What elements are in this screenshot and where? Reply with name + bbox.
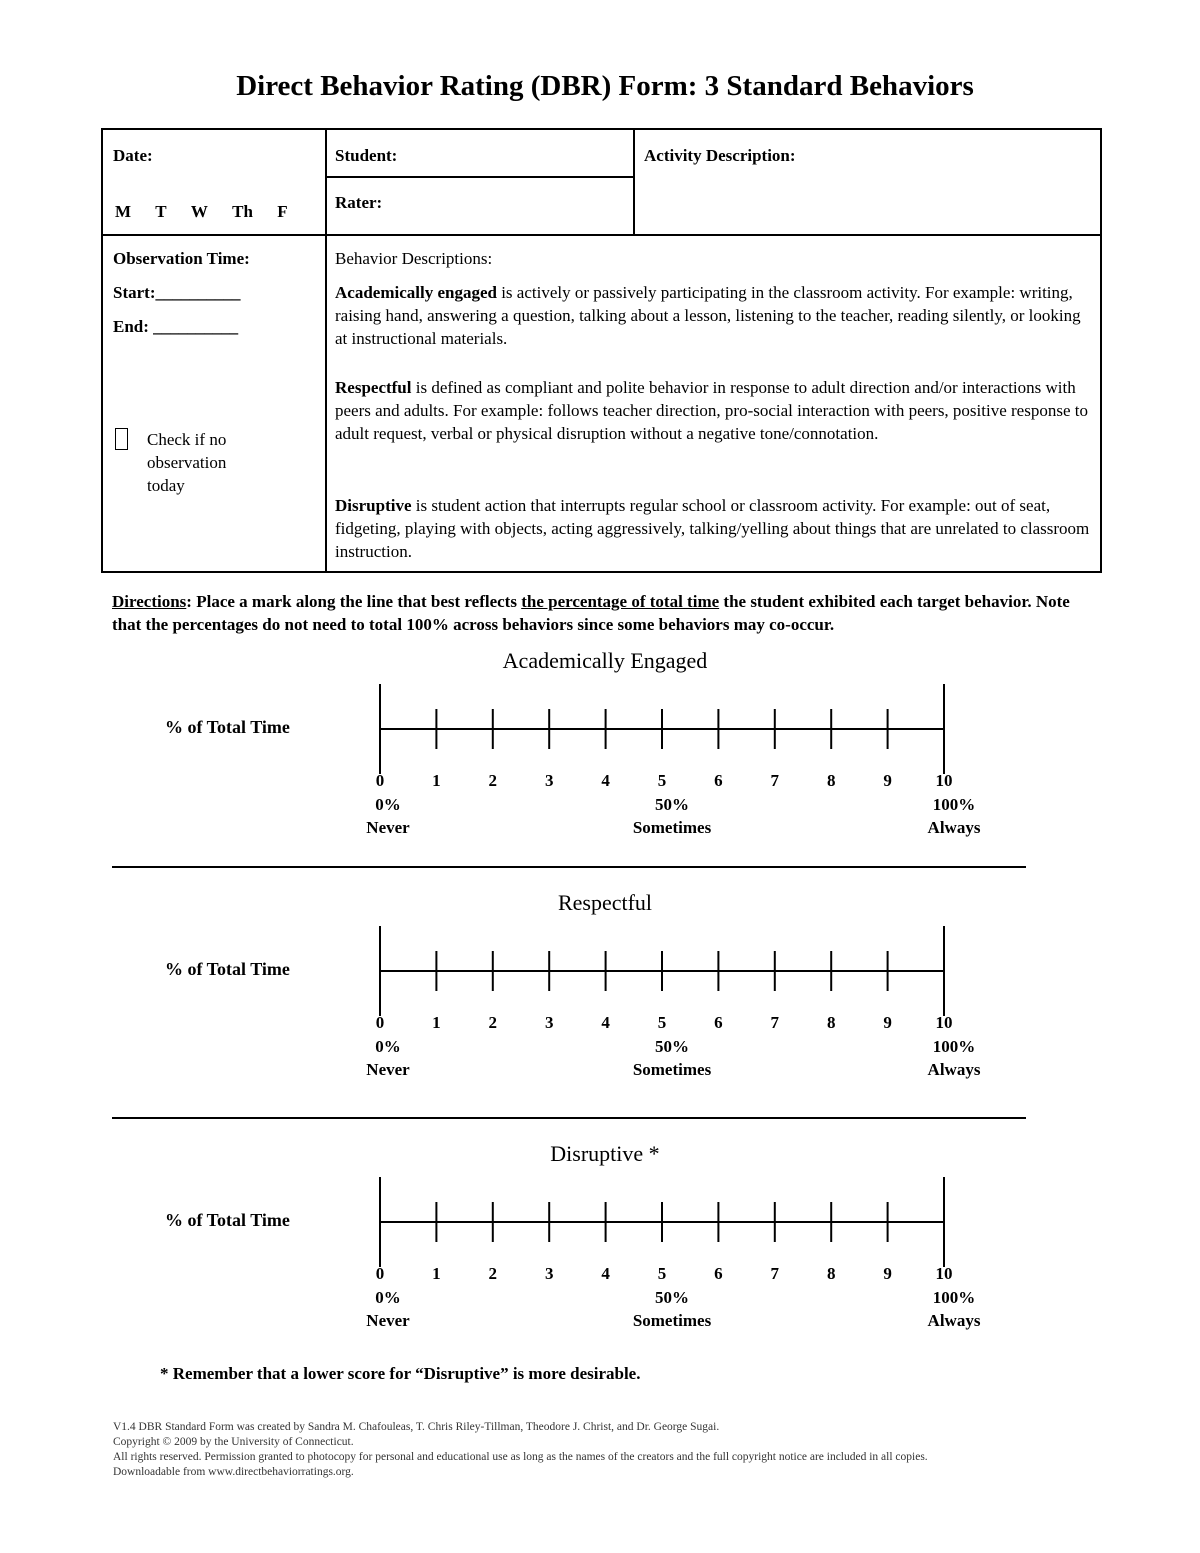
description-text: is defined as compliant and polite behavior in response to adult direction and/or interactions with peers and adults. For example: follows teacher direction, pro-social interaction with peers, positive response to adult request, verbal or physical disruption without a negative tone/connotation. [335, 378, 1088, 443]
anchor-word: Sometimes [632, 1311, 712, 1330]
description-disruptive [335, 494, 1093, 563]
tick-label: 2 [488, 771, 498, 790]
tick-label: 4 [601, 1264, 610, 1283]
scale-anchor [633, 793, 711, 839]
tick-label: 0 [375, 1013, 385, 1032]
tick-label: 7 [770, 771, 780, 790]
tick-label: 10 [935, 1264, 953, 1283]
day-option[interactable]: W [190, 202, 208, 221]
footer-line: Downloadable from www.directbehaviorratings.org. [113, 1466, 354, 1478]
tick-label: 1 [432, 1264, 441, 1283]
directions-text: the student exhibited each target behavior. Note that the percentages do not need to total 100% across behaviors since some behaviors may co-occur. [112, 592, 1070, 634]
info-table [101, 128, 1102, 573]
tick-label: 6 [714, 1264, 723, 1283]
directions-emphasis: the percentage of total time [521, 592, 720, 611]
rating-line[interactable] [0, 1177, 1200, 1277]
tick-label: 3 [544, 1013, 554, 1032]
day-option[interactable]: T [155, 202, 167, 221]
description-term: Disruptive [335, 496, 412, 515]
scale-title: Disruptive * [550, 1141, 660, 1166]
section-divider [112, 866, 1026, 868]
day-selector [115, 200, 308, 223]
start-field[interactable]: Start:__________ [113, 283, 241, 302]
tick-label: 4 [601, 1013, 610, 1032]
description-text: is student action that interrupts regular school or classroom activity. For example: out of seat, fidgeting, playing with objects, acting aggressively, talking/yelling about things that are unrelated to classroom instruction. [335, 496, 1090, 561]
description-term: Respectful [335, 378, 412, 397]
no-observation-label: Check if no observation today [147, 430, 227, 495]
observation-time-label: Observation Time: [113, 249, 250, 268]
anchor-word: Sometimes [632, 1060, 712, 1079]
anchor-percent: 50% [655, 795, 689, 814]
end-field[interactable]: End: __________ [113, 317, 239, 336]
tick-label: 4 [601, 771, 610, 790]
anchor-word: Sometimes [632, 818, 712, 837]
activity-field[interactable]: Activity Description: [644, 146, 796, 165]
anchor-percent: 50% [655, 1288, 689, 1307]
description-respectful [335, 376, 1093, 445]
tick-label: 3 [544, 771, 554, 790]
section-divider [112, 1117, 1026, 1119]
day-option[interactable]: F [277, 202, 288, 221]
anchor-word: Always [927, 818, 981, 837]
anchor-word: Never [366, 818, 410, 837]
tick-label: 6 [714, 1013, 723, 1032]
tick-label: 8 [826, 1013, 836, 1032]
student-field[interactable]: Student: [335, 146, 398, 165]
tick-label: 1 [432, 771, 441, 790]
tick-label: 0 [375, 1264, 385, 1283]
tick-label: 10 [935, 771, 953, 790]
scale-anchor [928, 793, 981, 839]
tick-label: 9 [883, 1013, 892, 1032]
tick-label: 8 [826, 771, 836, 790]
tick-label: 9 [883, 1264, 892, 1283]
day-option[interactable]: M [115, 202, 132, 221]
footer-line: Copyright © 2009 by the University of Connecticut. [113, 1436, 354, 1448]
no-observation-checkbox[interactable] [115, 428, 128, 450]
tick-label: 2 [488, 1013, 498, 1032]
anchor-percent: 100% [932, 1037, 976, 1056]
tick-label: 6 [714, 771, 723, 790]
page-title: Direct Behavior Rating (DBR) Form: 3 Standard Behaviors [236, 70, 974, 102]
scale-anchor [366, 1035, 409, 1081]
table-divider [103, 234, 1100, 236]
tick-label: 1 [432, 1013, 441, 1032]
anchor-percent: 0% [375, 1037, 401, 1056]
behavior-descriptions-label: Behavior Descriptions: [335, 249, 493, 268]
tick-label: 5 [657, 1264, 667, 1283]
anchor-percent: 100% [932, 1288, 976, 1307]
scale-title: Respectful [557, 890, 653, 915]
tick-label: 5 [657, 1013, 667, 1032]
description-term: Academically engaged [335, 283, 497, 302]
date-field[interactable]: Date: [113, 146, 153, 165]
anchor-percent: 0% [375, 1288, 401, 1307]
description-academic [335, 281, 1093, 350]
tick-label: 7 [770, 1264, 780, 1283]
rater-field[interactable]: Rater: [335, 193, 383, 212]
tick-label: 8 [826, 1264, 836, 1283]
rating-line[interactable] [0, 926, 1200, 1026]
anchor-percent: 100% [932, 795, 976, 814]
scale-title: Academically Engaged [502, 648, 708, 673]
scale-anchor [366, 1286, 409, 1332]
scale-anchor [928, 1286, 981, 1332]
footer-line: All rights reserved. Permission granted to photocopy for personal and educational use as long as the names of the creators and the full copyright notice are included in all copies. [113, 1451, 928, 1463]
directions [112, 590, 1092, 636]
directions-text: : Place a mark along the line that best reflects [186, 592, 522, 611]
footer [113, 1420, 928, 1480]
description-text: is actively or passively participating in the classroom activity. For example: writing, raising hand, answering a question, talking about a lesson, listening to the teacher, reading silently, or looking at instructional materials. [335, 283, 1081, 348]
tick-label: 7 [770, 1013, 780, 1032]
disruptive-note: * Remember that a lower score for “Disruptive” is more desirable. [160, 1364, 641, 1383]
tick-label: 2 [488, 1264, 498, 1283]
table-divider [325, 176, 633, 178]
tick-label: 9 [883, 771, 892, 790]
table-divider [325, 130, 327, 571]
anchor-percent: 0% [375, 795, 401, 814]
directions-label: Directions [112, 592, 187, 611]
anchor-percent: 50% [655, 1037, 689, 1056]
anchor-word: Always [927, 1311, 981, 1330]
pct-total-time-label: % of Total Time [165, 1210, 290, 1230]
tick-label: 5 [657, 771, 667, 790]
pct-total-time-label: % of Total Time [165, 717, 290, 737]
scale-anchor [633, 1286, 711, 1332]
pct-total-time-label: % of Total Time [165, 959, 290, 979]
rating-line[interactable] [0, 684, 1200, 784]
table-divider [633, 130, 635, 234]
tick-label: 0 [375, 771, 385, 790]
scale-anchor [366, 793, 409, 839]
tick-label: 3 [544, 1264, 554, 1283]
scale-anchor [633, 1035, 711, 1081]
anchor-word: Never [366, 1311, 410, 1330]
scale-anchor [928, 1035, 981, 1081]
day-option[interactable]: Th [232, 202, 253, 221]
anchor-word: Never [366, 1060, 410, 1079]
anchor-word: Always [927, 1060, 981, 1079]
tick-label: 10 [935, 1013, 953, 1032]
footer-line: V1.4 DBR Standard Form was created by Sandra M. Chafouleas, T. Chris Riley-Tillman, Theodore J. Christ, and Dr. George Sugai. [113, 1421, 720, 1433]
